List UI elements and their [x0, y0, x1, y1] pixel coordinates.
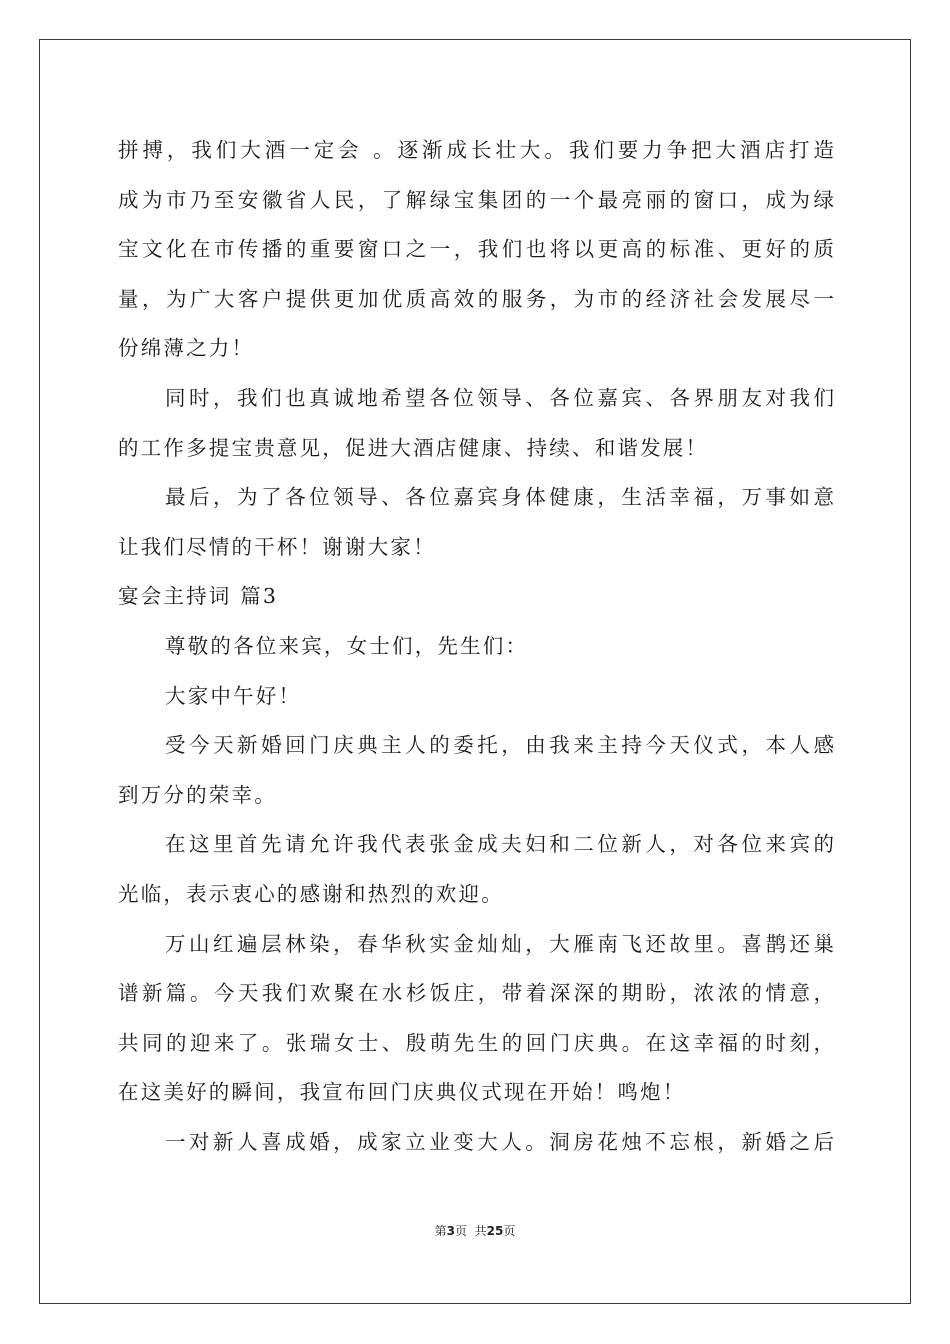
text-line: 最后，为了各位领导、各位嘉宾身体健康，生活幸福，万事如意 [165, 485, 834, 510]
footer-suffix: 页 [503, 1224, 516, 1238]
footer-mid: 页 共 [455, 1224, 487, 1238]
text-line: 拼搏，我们大酒一定会 。逐渐成长壮大。我们要力争把大酒店打造 [118, 138, 834, 162]
text-line: 受今天新婚回门庆典主人的委托，由我来主持今天仪式，本人感 [165, 733, 834, 758]
text-line: 宴会主持词 篇3 [118, 584, 279, 609]
footer-prefix: 第 [434, 1224, 447, 1238]
text-line: 在这美好的瞬间，我宣布回门庆典仪式现在开始！鸣炮！ [118, 1080, 686, 1105]
text-line: 万山红遍层林染，春华秋实金灿灿，大雁南飞还故里。喜鹊还巢 [165, 931, 834, 956]
text-line: 一对新人喜成婚，成家立业变大人。洞房花烛不忘根，新婚之后 [165, 1129, 834, 1154]
text-line: 的工作多提宝贵意见，促进大酒店健康、持续、和谐发展！ [118, 435, 709, 460]
text-line: 谱新篇。今天我们欢聚在水杉饭庄，带着深深的期盼，浓浓的情意， [118, 981, 834, 1006]
footer-total-pages: 25 [486, 1224, 504, 1238]
text-line: 量，为广大客户提供更加优质高效的服务，为市的经济社会发展尽一 [118, 286, 834, 311]
text-line: 在这里首先请允许我代表张金成夫妇和二位新人，对各位来宾的 [165, 832, 834, 857]
document-body [118, 126, 834, 1167]
page-footer [0, 1222, 950, 1239]
text-line: 到万分的荣幸。 [118, 782, 277, 807]
text-line: 大家中午好！ [165, 683, 302, 708]
text-line: 成为市乃至安徽省人民，了解绿宝集团的一个最亮丽的窗口，成为绿 [118, 187, 834, 212]
text-line: 光临，表示衷心的感谢和热烈的欢迎。 [118, 881, 504, 906]
text-line: 宝文化在市传播的重要窗口之一，我们也将以更高的标准、更好的质 [118, 237, 834, 262]
text-line: 同时，我们也真诚地希望各位领导、各位嘉宾、各界朋友对我们 [165, 385, 834, 410]
text-line: 尊敬的各位来宾，女士们，先生们： [165, 633, 529, 658]
text-line: 份绵薄之力！ [118, 336, 255, 361]
text-line: 让我们尽情的干杯！谢谢大家！ [118, 534, 436, 559]
text-line: 共同的迎来了。张瑞女士、殷萌先生的回门庆典。在这幸福的时刻， [118, 1030, 834, 1055]
footer-page-number: 3 [446, 1224, 455, 1238]
